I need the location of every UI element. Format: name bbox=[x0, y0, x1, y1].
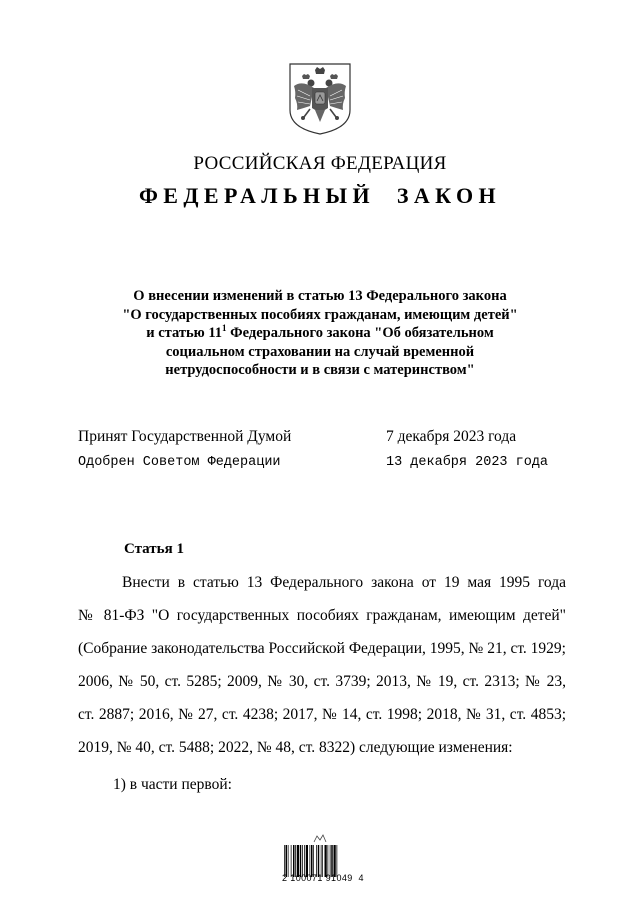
law-title-line: О внесении изменений в статью 13 Федерального закона bbox=[133, 288, 507, 304]
duma-adoption-label: Принят Государственной Думой bbox=[78, 428, 292, 445]
article-body-line: 2006, № 50, ст. 5285; 2009, № 30, ст. 3739; 2013, № 19, ст. 2313; № 23, bbox=[78, 673, 566, 690]
barcode-mark-icon bbox=[313, 834, 327, 843]
law-type-heading: ФЕДЕРАЛЬНЫЙ ЗАКОН bbox=[139, 183, 501, 208]
barcode-number: 2 100071 91049 4 bbox=[282, 873, 364, 883]
council-approval-date: 13 декабря 2023 года bbox=[386, 455, 549, 470]
article-body-line: (Собрание законодательства Российской Федерации, 1995, № 21, ст. 1929; bbox=[78, 640, 566, 657]
article-body-line: 2019, № 40, ст. 5488; 2022, № 48, ст. 8322) следующие изменения: bbox=[78, 739, 513, 756]
law-title bbox=[0, 287, 640, 380]
adoption-duma-row bbox=[78, 428, 548, 446]
article-body-line: ст. 2887; 2016, № 27, ст. 4238; 2017, № 14, ст. 1998; 2018, № 31, ст. 4853; bbox=[78, 706, 566, 723]
law-title-line bbox=[0, 324, 640, 343]
list-item: 1) в части первой: bbox=[113, 776, 232, 793]
law-title-text: Федерального закона "Об обязательном bbox=[226, 325, 494, 341]
article-body-line: № 81-ФЗ "О государственных пособиях гражданам, имеющим детей" bbox=[78, 607, 566, 624]
superscript-article-number: 1 bbox=[222, 323, 227, 333]
law-title-line: "О государственных пособиях гражданам, имеющим детей" bbox=[122, 306, 518, 323]
law-title-line: социальном страховании на случай временной bbox=[165, 343, 475, 360]
country-name: РОССИЙСКАЯ ФЕДЕРАЦИЯ bbox=[193, 153, 447, 174]
russian-coat-of-arms-icon bbox=[288, 62, 352, 136]
article-heading: Статья 1 bbox=[124, 541, 184, 557]
article-body-line: Внести в статью 13 Федерального закона от 19 мая 1995 года bbox=[122, 574, 566, 591]
duma-adoption-date: 7 декабря 2023 года bbox=[386, 428, 517, 445]
adoption-council-row bbox=[78, 455, 548, 470]
council-approval-label: Одобрен Советом Федерации bbox=[78, 455, 281, 470]
law-title-text: и статью 11 bbox=[146, 325, 223, 341]
law-title-line: нетрудоспособности и в связи с материнством" bbox=[165, 362, 475, 378]
